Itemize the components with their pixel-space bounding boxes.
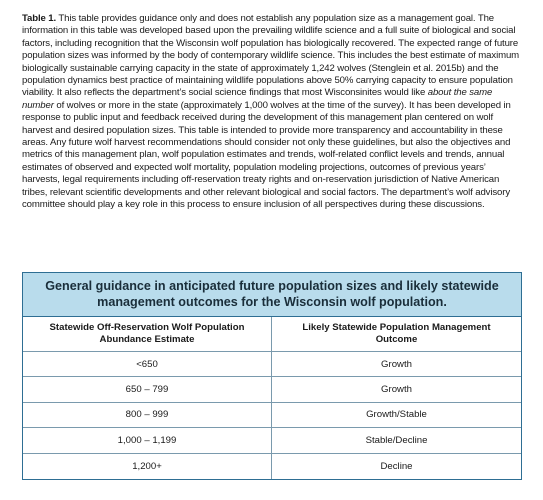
column-header-outcome: Likely Statewide Population Management Outcome: [272, 317, 521, 352]
table-cell-estimate: <650: [23, 352, 272, 377]
caption-text-part1: This table provides guidance only and does not establish any population size as a management goal. The information in this table was developed based upon the prevailing wildlife science and a full suite of biological and social factors, including recognition that the Wisconsin wolf population has biologically recovered. The expected range of future population sizes was informed by the body of contemporary wildlife science. This includes the best estimate of maximum biologically sustainable carrying capacity in the state of approximately 1,242 wolves (Stenglein et al. 2015b) and the population dynamics best practice of maintaining wildlife populations above 50% carrying capacity to ensure population viability. It also reflects the department’s social science findings that most Wisconsinites would like: [22, 13, 520, 99]
guidance-table: [22, 272, 522, 480]
table-title: General guidance in anticipated future population sizes and likely statewide management outcomes for the Wisconsin wolf population.: [23, 273, 521, 317]
table-grid: [23, 317, 521, 479]
table-cell-outcome: Decline: [380, 460, 413, 472]
table-cell-estimate: 800 – 999: [23, 403, 272, 428]
caption-lead: Table 1.: [22, 13, 57, 24]
table-cell-outcome: Growth: [272, 352, 521, 377]
caption-text-part2: of wolves or more in the state (approximately 1,000 wolves at the time of the survey). It has been developed in response to public input and feedback received during the development of this management plan centered on wolf harvest and desired population sizes. This table is intended to provide more transparency and accountability in these areas. Any future wolf harvest recommendations should consider not only these guidelines, but also the objectives and metrics of this management plan, wolf population estimates and trends, wolf-related conflict levels and trends, annual estimates of observed and expected wolf mortality, population modeling projections, outcomes of previous years’ harvests, legal requirements including off-reservation treaty rights and on-reservation jurisdiction of Native American tribes, relevant scientific developments and other relevant biological and social factors. The department’s wolf advisory committee should play a key role in this process to ensure inclusion of all perspectives during these discussions.: [22, 99, 511, 211]
table-cell-estimate: 650 – 799: [23, 377, 272, 402]
table-cell-outcome: Growth: [272, 377, 521, 402]
table-cell-estimate: 1,200+: [23, 454, 272, 479]
table-cell-outcome: Stable/Decline: [272, 428, 521, 453]
table-cell-estimate: 1,000 – 1,199: [23, 428, 272, 453]
table-cell-outcome: Growth/Stable: [272, 403, 521, 428]
caption-emphasis: about the same number: [22, 87, 493, 111]
column-header-estimate: Statewide Off-Reservation Wolf Population Abundance Estimate: [23, 317, 272, 352]
table-caption: [22, 13, 522, 212]
